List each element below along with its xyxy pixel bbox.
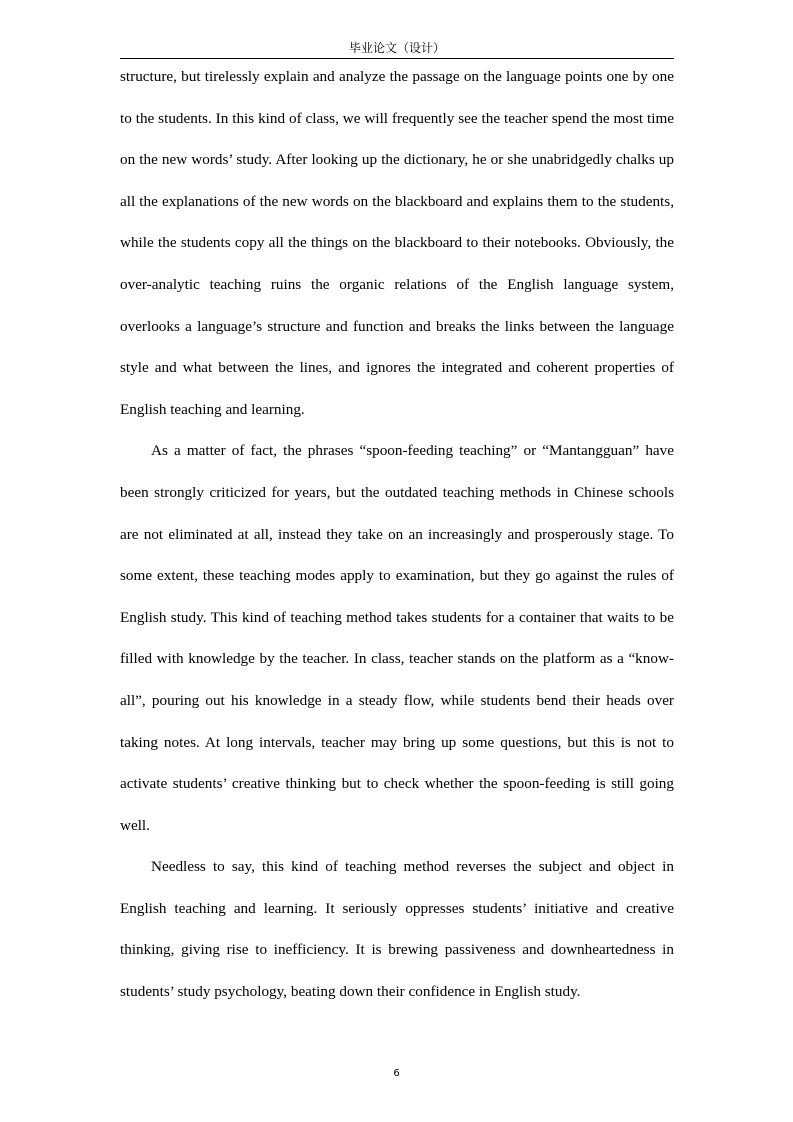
header-title: 毕业论文（设计）	[348, 41, 445, 55]
paragraph-spoon-feeding: As a matter of fact, the phrases “spoon-feeding teaching” or “Mantangguan” have been strongly criticized for years, but the outdated teaching methods in Chinese schools are not eliminated at all, instead they take on an increasingly and prosperously stage. To some extent, these teaching modes apply to examination, but they go against the rules of English study. This kind of teaching method takes students for a container that waits to be filled with knowledge by the teacher. In class, teacher stands on the platform as a “know-all”, pouring out his knowledge in a steady flow, while students bend their heads over taking notes. At long intervals, teacher may bring up some questions, but this is not to activate students’ creative thinking but to check whether the spoon-feeding is still going well.	[120, 442, 674, 834]
paragraph-needless-to-say: Needless to say, this kind of teaching method reverses the subject and object in English teaching and learning. It seriously oppresses students’ initiative and creative thinking, giving rise to inefficiency. It is brewing passiveness and downheartedness in students’ study psychology, beating down their confidence in English study.	[120, 858, 674, 1001]
paragraph-continuation: structure, but tirelessly explain and analyze the passage on the language points one by one to the students. In this kind of class, we will frequently see the teacher spend the most time on the new words’ study. After looking up the dictionary, he or she unabridgedly chalks up all the explanations of the new words on the blackboard and explains them to the students, while the students copy all the things on the blackboard to their notebooks. Obviously, the over-analytic teaching ruins the organic relations of the English language system, overlooks a language’s structure and function and breaks the links between the language style and what between the lines, and ignores the integrated and coherent properties of English teaching and learning.	[120, 68, 674, 418]
page-number	[0, 1068, 793, 1079]
page-number-text: 6	[393, 1068, 400, 1079]
body-text	[120, 56, 674, 1013]
